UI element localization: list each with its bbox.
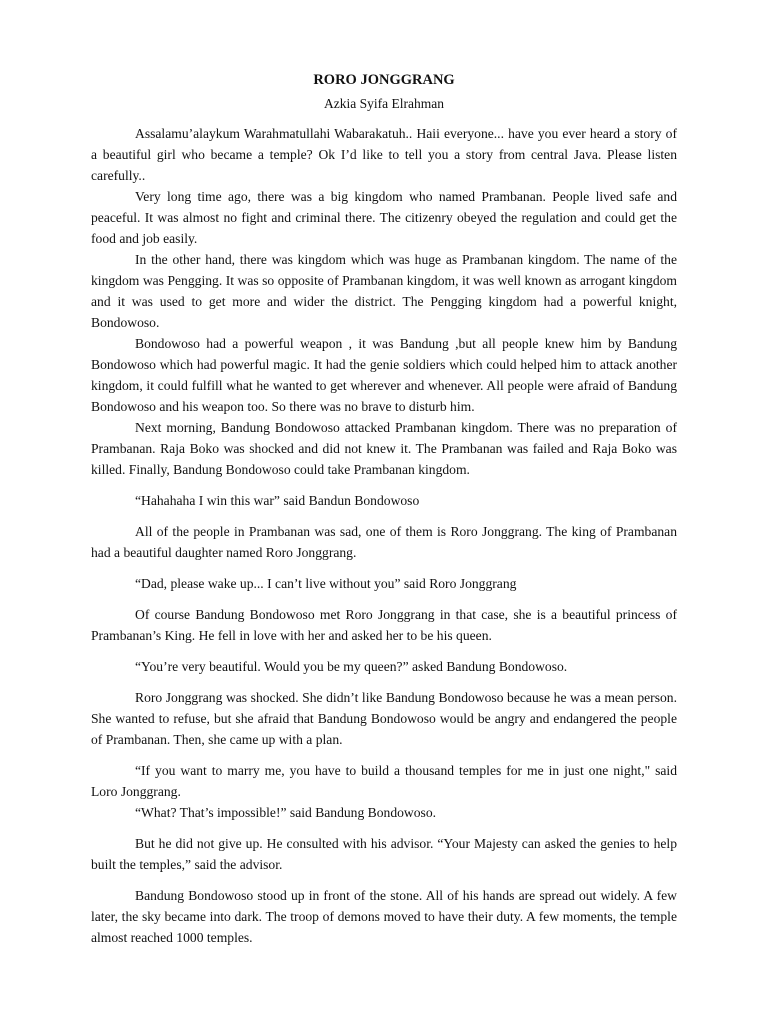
paragraph: Next morning, Bandung Bondowoso attacked Prambanan kingdom. There was no preparation of Prambanan. Raja Boko was shocked and did not knew it. The Prambanan was failed and Raja Boko was killed. Finally, Bandung Bondowoso could take Prambanan kingdom. <box>91 420 677 477</box>
paragraph: Bandung Bondowoso stood up in front of the stone. All of his hands are spread out widely. A few later, the sky became into dark. The troop of demons moved to have their duty. A few moments, the temple almost reached 1000 temples. <box>91 888 677 945</box>
paragraph: “Dad, please wake up... I can’t live without you” said Roro Jonggrang <box>135 576 517 591</box>
paragraph: “You’re very beautiful. Would you be my queen?” asked Bandung Bondowoso. <box>135 659 568 674</box>
document-author: Azkia Syifa Elrahman <box>324 96 444 111</box>
paragraph: All of the people in Prambanan was sad, one of them is Roro Jonggrang. The king of Prambanan had a beautiful daughter named Roro Jonggrang. <box>91 524 677 560</box>
paragraph: “Hahahaha I win this war” said Bandun Bondowoso <box>135 493 420 508</box>
paragraph: But he did not give up. He consulted with his advisor. “Your Majesty can asked the genies to help built the temples,” said the advisor. <box>91 836 677 872</box>
paragraph: “What? That’s impossible!” said Bandung Bondowoso. <box>135 805 437 820</box>
paragraph: Bondowoso had a powerful weapon , it was Bandung ,but all people knew him by Bandung Bondowoso which had powerful magic. It had the genie soldiers which could helped him to attack another kingdom, it could fulfill what he wanted to get wherever and whenever. All people were afraid of Bandung Bondowoso and his weapon too. So there was no brave to disturb him. <box>91 336 677 414</box>
paragraph: Assalamu’alaykum Warahmatullahi Wabarakatuh.. Haii everyone... have you ever heard a story of a beautiful girl who became a temple? Ok I’d like to tell you a story from central Java. Please listen carefully.. <box>91 126 677 183</box>
document-page <box>91 70 677 948</box>
paragraph: Of course Bandung Bondowoso met Roro Jonggrang in that case, she is a beautiful princess of Prambanan’s King. He fell in love with her and asked her to be his queen. <box>91 607 677 643</box>
paragraph: Very long time ago, there was a big kingdom who named Prambanan. People lived safe and peaceful. It was almost no fight and criminal there. The citizenry obeyed the regulation and could get the food and job easily. <box>91 189 677 246</box>
paragraph: “If you want to marry me, you have to build a thousand temples for me in just one night," said Loro Jonggrang. <box>91 763 677 799</box>
paragraph: In the other hand, there was kingdom which was huge as Prambanan kingdom. The name of the kingdom was Pengging. It was so opposite of Prambanan kingdom, it was well known as arrogant kingdom and it was used to get more and wider the district. The Pengging kingdom had a powerful knight, Bondowoso. <box>91 252 677 330</box>
paragraph: Roro Jonggrang was shocked. She didn’t like Bandung Bondowoso because he was a mean person. She wanted to refuse, but she afraid that Bandung Bondowoso would be angry and endangered the people of Prambanan. Then, she came up with a plan. <box>91 690 677 747</box>
document-title: RORO JONGGRANG <box>313 72 455 88</box>
